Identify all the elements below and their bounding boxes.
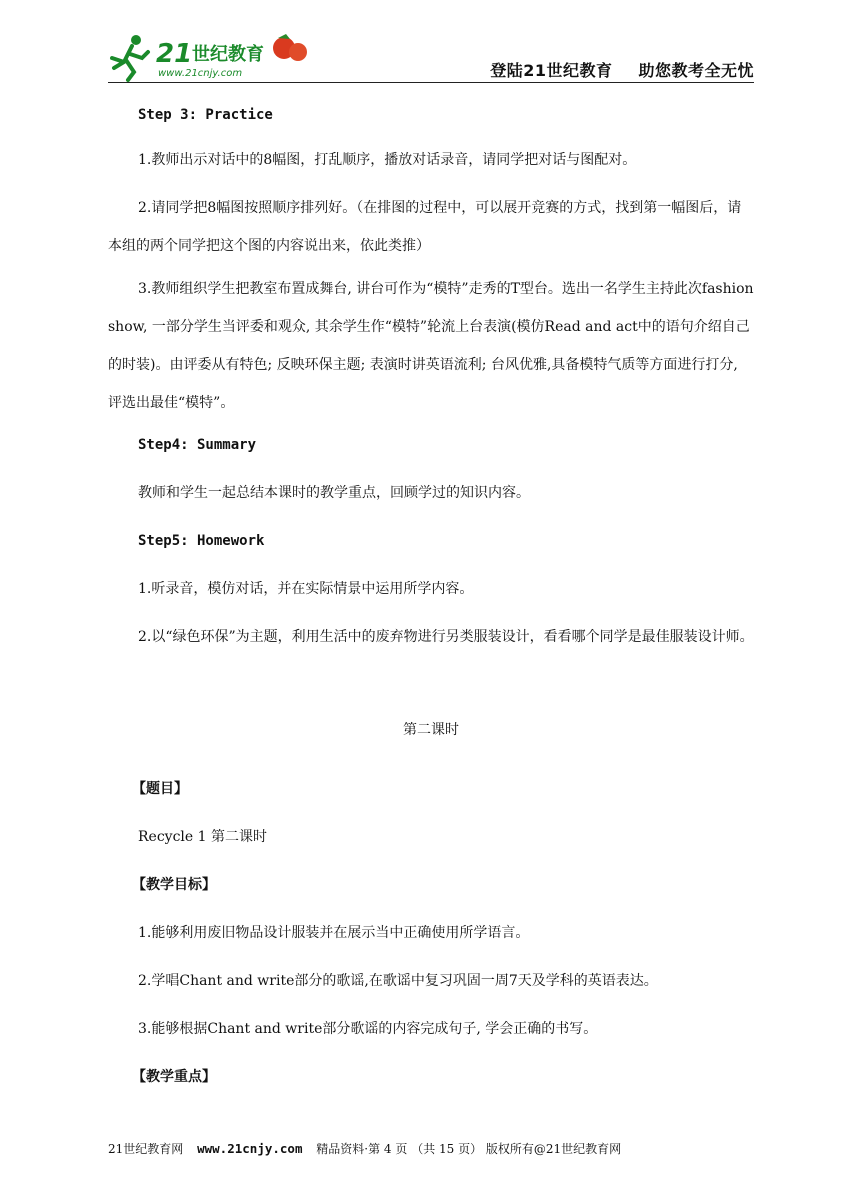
step3-title: Step 3: Practice xyxy=(138,107,273,123)
topic-label: 【题目】 xyxy=(132,781,188,797)
svg-text:www.21cnjy.com: www.21cnjy.com xyxy=(158,68,243,79)
goal-item-3: 3.能够根据Chant and write部分歌谣的内容完成句子, 学会正确的书写。 xyxy=(138,1021,598,1037)
goal-item-1: 1.能够利用废旧物品设计服装并在展示当中正确使用所学语言。 xyxy=(138,925,530,941)
keypoints-label: 【教学重点】 xyxy=(132,1069,216,1085)
page-header xyxy=(108,28,754,84)
runner-icon xyxy=(112,35,148,80)
footer-page-info: 精品资料·第 4 页 （共 15 页） 版权所有@21世纪教育网 xyxy=(316,1142,622,1156)
step4-item-1: 教师和学生一起总结本课时的教学重点，回顾学过的知识内容。 xyxy=(138,485,530,501)
goal-item-2: 2.学唱Chant and write部分的歌谣,在歌谣中复习巩固一周7天及学科的英语表达。 xyxy=(138,973,658,989)
header-slogan xyxy=(490,58,754,81)
step5-item-1: 1.听录音，模仿对话，并在实际情景中运用所学内容。 xyxy=(138,581,474,597)
slogan-left: 登陆21世纪教育 xyxy=(490,61,613,80)
tomato-icon xyxy=(273,34,307,61)
lesson2-heading: 第二课时 xyxy=(403,722,459,738)
footer-site-url[interactable]: www.21cnjy.com xyxy=(197,1141,303,1156)
svg-text:21: 21 xyxy=(156,39,193,69)
site-logo xyxy=(108,28,308,82)
step5-title: Step5: Homework xyxy=(138,533,265,549)
step4-title: Step4: Summary xyxy=(138,437,257,453)
step3-item-1: 1.教师出示对话中的8幅图，打乱顺序，播放对话录音，请同学把对话与图配对。 xyxy=(138,152,637,168)
slogan-right: 助您教考全无忧 xyxy=(638,61,754,80)
step3-item-3: 3.教师组织学生把教室布置成舞台, 讲台可作为“模特”走秀的T型台。选出一名学生主持此次fashion show, 一部分学生当评委和观众, 其余学生作“模特”轮流上台表演(模仿Read and act中的语句介绍自己的时装)。由评委从有特色; 反映环保主题; 表演时讲英语流利; 台风优雅,具备模特气质等方面进行打分, 评选出最佳“模特”。 xyxy=(108,281,754,411)
page-footer xyxy=(108,1140,621,1157)
topic-text: Recycle 1 第二课时 xyxy=(138,829,267,845)
step3-item-2: 2.请同学把8幅图按照顺序排列好。（在排图的过程中，可以展开竞赛的方式，找到第一幅图后，请本组的两个同学把这个图的内容说出来，依此类推） xyxy=(108,200,742,254)
step5-item-2: 2.以“绿色环保”为主题，利用生活中的废弃物进行另类服装设计，看看哪个同学是最佳服装设计师。 xyxy=(138,629,754,645)
footer-site-name: 21世纪教育网 xyxy=(108,1142,184,1156)
header-divider xyxy=(108,82,754,83)
svg-text:世纪教育: 世纪教育 xyxy=(192,44,264,65)
goals-label: 【教学目标】 xyxy=(132,877,216,893)
